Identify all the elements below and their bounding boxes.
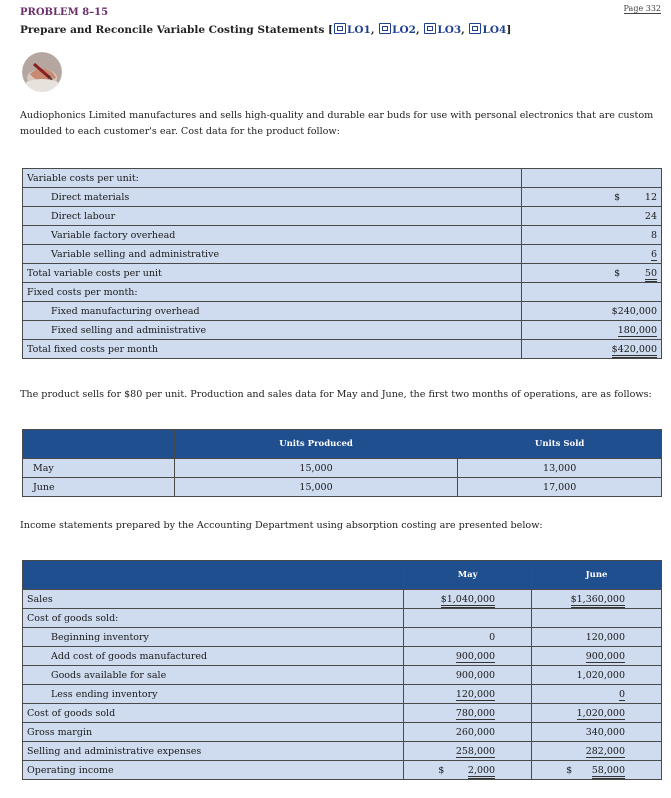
cost-row-value: 180,000 xyxy=(617,324,657,336)
learning-objective-icon xyxy=(469,23,481,34)
income-row-june-value: 58,000 xyxy=(592,765,625,779)
cost-row-value-cell xyxy=(522,188,662,207)
income-row xyxy=(23,723,662,742)
income-row-may-cell xyxy=(404,742,532,761)
cost-row-value-cell xyxy=(522,321,662,340)
income-row-may-value: 900,000 xyxy=(455,669,496,681)
dollar-sign: $ xyxy=(566,764,573,776)
income-row-june-value: 282,000 xyxy=(585,745,625,757)
cost-row-label: Variable selling and administrative xyxy=(23,245,522,264)
income-row-june-cell xyxy=(532,628,662,647)
cost-row-value: $420,000 xyxy=(612,344,657,358)
cost-row-value-cell xyxy=(522,302,662,321)
income-header-blank xyxy=(23,561,404,590)
income-header-june: June xyxy=(532,561,662,590)
income-row xyxy=(23,666,662,685)
income-row-june-value: $1,360,000 xyxy=(571,594,625,608)
cost-row-label: Fixed manufacturing overhead xyxy=(23,302,522,321)
cost-row-label: Variable costs per unit: xyxy=(23,169,522,188)
problem-writing-image xyxy=(22,52,62,92)
income-row-june-cell xyxy=(532,704,662,723)
lo-link-4[interactable]: LO4 xyxy=(482,24,507,36)
dollar-sign: $ xyxy=(614,267,621,279)
income-row-may-cell xyxy=(404,704,532,723)
cost-row xyxy=(23,321,662,340)
problem-title: Prepare and Reconcile Variable Costing Statements [ LO1, LO2, LO3, LO4] xyxy=(20,24,512,36)
cost-row xyxy=(23,207,662,226)
units-row-sold: 13,000 xyxy=(458,459,662,478)
cost-row-label: Direct materials xyxy=(23,188,522,207)
income-row-may-value: 2,000 xyxy=(468,765,495,779)
income-row-may-cell xyxy=(404,761,532,780)
units-table xyxy=(22,429,662,497)
income-row-june-cell xyxy=(532,723,662,742)
cost-row-value: 12 xyxy=(644,191,657,203)
cost-row-value: 24 xyxy=(644,210,657,222)
income-row xyxy=(23,609,662,628)
dollar-sign: $ xyxy=(438,764,445,776)
income-row-june-cell xyxy=(532,742,662,761)
income-row-may-cell xyxy=(404,590,532,609)
cost-row xyxy=(23,245,662,264)
income-row xyxy=(23,742,662,761)
cost-row-value: $240,000 xyxy=(611,305,657,317)
income-row-may-cell xyxy=(404,685,532,704)
income-row-may-cell xyxy=(404,666,532,685)
cost-data-table xyxy=(22,168,662,359)
income-header-may: May xyxy=(404,561,532,590)
cost-row-value-cell xyxy=(522,207,662,226)
income-row-june-value: 120,000 xyxy=(585,631,625,643)
income-row-june-cell xyxy=(532,666,662,685)
income-row-label: Operating income xyxy=(23,761,404,780)
income-row-label: Cost of goods sold xyxy=(23,704,404,723)
income-row-label: Cost of goods sold: xyxy=(23,609,404,628)
units-header-produced: Units Produced xyxy=(174,430,458,459)
cost-row-label: Fixed costs per month: xyxy=(23,283,522,302)
income-row-may-value: 260,000 xyxy=(455,726,496,738)
income-row xyxy=(23,761,662,780)
income-statement-table xyxy=(22,560,662,780)
learning-objective-icon xyxy=(379,23,391,34)
units-row-sold: 17,000 xyxy=(458,478,662,497)
units-row-month: June xyxy=(23,478,175,497)
income-text: Income statements prepared by the Accounting Department using absorption costing are presented below: xyxy=(20,520,543,531)
learning-objective-icon xyxy=(334,23,346,34)
cost-row-value: 50 xyxy=(645,268,657,282)
income-row-may-value: $1,040,000 xyxy=(441,594,495,608)
income-row-may-cell xyxy=(404,609,532,628)
cost-row-label: Total variable costs per unit xyxy=(23,264,522,283)
income-row-label: Less ending inventory xyxy=(23,685,404,704)
cost-row xyxy=(23,340,662,359)
income-row-label: Beginning inventory xyxy=(23,628,404,647)
income-row-may-value: 120,000 xyxy=(455,688,496,700)
cost-row-label: Total fixed costs per month xyxy=(23,340,522,359)
income-row-june-value: 1,020,000 xyxy=(576,669,625,681)
cost-row-label: Direct labour xyxy=(23,207,522,226)
income-row-label: Sales xyxy=(23,590,404,609)
income-row-june-cell xyxy=(532,761,662,780)
cost-row-label: Fixed selling and administrative xyxy=(23,321,522,340)
cost-row-value-cell xyxy=(522,264,662,283)
income-row-may-value: 780,000 xyxy=(455,707,496,719)
cost-row-value-cell xyxy=(522,340,662,359)
learning-objective-icon xyxy=(424,23,436,34)
income-row-label: Goods available for sale xyxy=(23,666,404,685)
income-row-may-cell xyxy=(404,723,532,742)
units-header-sold: Units Sold xyxy=(458,430,662,459)
income-row-june-cell xyxy=(532,685,662,704)
cost-row xyxy=(23,169,662,188)
income-row-june-value: 900,000 xyxy=(585,650,625,662)
cost-row-value: 8 xyxy=(650,229,657,241)
units-row-produced: 15,000 xyxy=(174,478,458,497)
cost-row-value-cell xyxy=(522,245,662,264)
page-number: Page 332 xyxy=(623,4,661,13)
units-header-blank xyxy=(23,430,175,459)
lo-link-1[interactable]: LO1 xyxy=(347,24,371,36)
income-row xyxy=(23,647,662,666)
intro-line-1: Audiophonics Limited manufactures and sells high-quality and durable ear buds for use with personal electronics that are custom xyxy=(20,110,654,121)
problem-label: PROBLEM 8–15 xyxy=(20,7,109,18)
income-row-label: Selling and administrative expenses xyxy=(23,742,404,761)
sells-text: The product sells for $80 per unit. Production and sales data for May and June, the first two months of operations, are as follows: xyxy=(20,389,652,400)
income-row-may-cell xyxy=(404,647,532,666)
income-row-may-value: 900,000 xyxy=(455,650,496,662)
cost-row xyxy=(23,302,662,321)
cost-row-value: 6 xyxy=(650,248,657,260)
dollar-sign: $ xyxy=(614,191,621,203)
income-row-june-cell xyxy=(532,609,662,628)
income-row-label: Gross margin xyxy=(23,723,404,742)
income-row xyxy=(23,590,662,609)
income-row-june-value: 0 xyxy=(618,688,625,700)
title-suffix: ] xyxy=(506,24,512,36)
lo-link-3[interactable]: LO3 xyxy=(437,24,462,36)
income-row-june-value: 340,000 xyxy=(585,726,625,738)
income-row-may-value: 258,000 xyxy=(455,745,496,757)
title-prefix: Prepare and Reconcile Variable Costing Statements [ xyxy=(20,24,333,36)
cost-row-value-cell xyxy=(522,283,662,302)
income-row-june-cell xyxy=(532,590,662,609)
income-row-label: Add cost of goods manufactured xyxy=(23,647,404,666)
cost-row-label: Variable factory overhead xyxy=(23,226,522,245)
income-row-may-value: 0 xyxy=(489,631,496,643)
cost-row xyxy=(23,226,662,245)
cost-row xyxy=(23,188,662,207)
units-row-month: May xyxy=(23,459,175,478)
cost-row xyxy=(23,283,662,302)
cost-row-value-cell xyxy=(522,226,662,245)
lo-link-2[interactable]: LO2 xyxy=(392,24,416,36)
income-row-june-cell xyxy=(532,647,662,666)
cost-row xyxy=(23,264,662,283)
cost-row-value-cell xyxy=(522,169,662,188)
intro-line-2: moulded to each customer's ear. Cost data for the product follow: xyxy=(20,126,340,137)
income-row-june-value: 1,020,000 xyxy=(576,707,625,719)
income-row xyxy=(23,704,662,723)
income-row xyxy=(23,628,662,647)
income-row-may-cell xyxy=(404,628,532,647)
units-row-produced: 15,000 xyxy=(174,459,458,478)
income-row xyxy=(23,685,662,704)
